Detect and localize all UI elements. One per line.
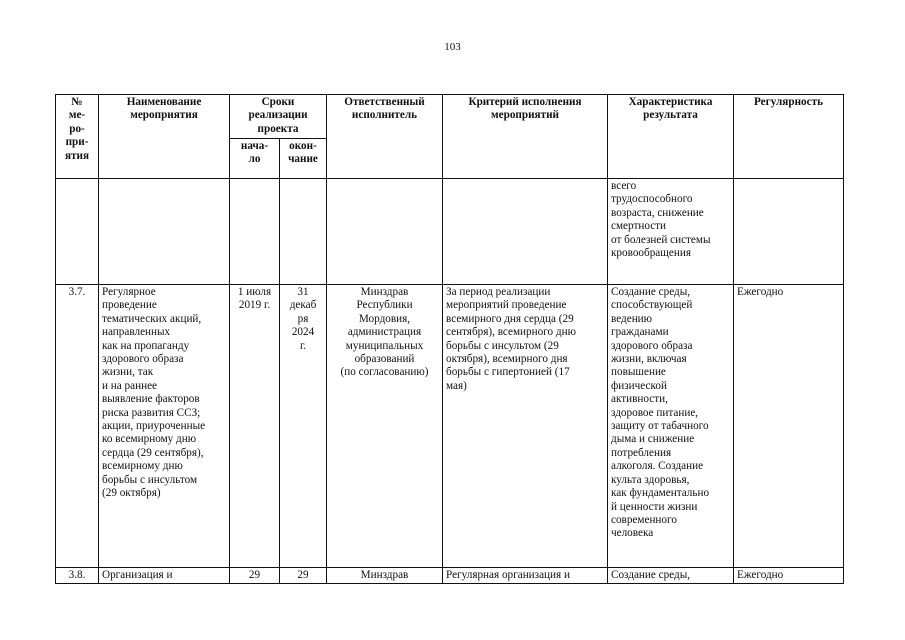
- row-result: Создание среды,: [608, 568, 734, 584]
- row-regularity: Ежегодно: [734, 285, 844, 568]
- row-criterion: Регулярная организация и: [443, 568, 608, 584]
- table-row: [56, 285, 844, 568]
- row-start: 1 июля 2019 г.: [230, 285, 280, 568]
- header-name: Наименование мероприятия: [99, 95, 230, 179]
- continuation-row: [56, 179, 844, 285]
- header-executor: Ответственный исполнитель: [327, 95, 443, 179]
- header-row: [56, 95, 844, 139]
- header-num: № ме- ро- при- ятия: [56, 95, 99, 179]
- row-start: 29: [230, 568, 280, 584]
- header-regularity: Регулярность: [734, 95, 844, 179]
- table-row: [56, 568, 844, 584]
- row-num: 3.7.: [56, 285, 99, 568]
- header-end: окон- чание: [280, 139, 327, 179]
- row-result: Создание среды, способствующей ведению гражданами здорового образа жизни, включая повышение физической активности, здоровое питание, защиту от табачного дыма и снижение потребления алкоголя. Создание культа здоровья, как фундаментально й ценности жизни современного человека: [608, 285, 734, 568]
- header-result: Характеристика результата: [608, 95, 734, 179]
- header-terms: Сроки реализации проекта: [230, 95, 327, 139]
- row-criterion: За период реализации мероприятий проведение всемирного дня сердца (29 сентября), всемирного дню борьбы с инсультом (29 октября), всемирного дня борьбы с гипертонией (17 мая): [443, 285, 608, 568]
- measures-table: [55, 94, 844, 584]
- row-num: 3.8.: [56, 568, 99, 584]
- row-end: 29: [280, 568, 327, 584]
- header-criterion: Критерий исполнения мероприятий: [443, 95, 608, 179]
- continuation-result: всего трудоспособного возраста, снижение смертности от болезней системы кровообращения: [608, 179, 734, 285]
- header-start: нача- ло: [230, 139, 280, 179]
- row-end: 31 декаб ря 2024 г.: [280, 285, 327, 568]
- row-name: Организация и: [99, 568, 230, 584]
- row-executor: Минздрав Республики Мордовия, администрация муниципальных образований (по согласованию): [327, 285, 443, 568]
- row-name: Регулярное проведение тематических акций, направленных как на пропаганду здорового образа жизни, так и на раннее выявление факторов риска развития ССЗ; акции, приуроченные ко всемирному дню сердца (29 сентября), всемирному дню борьбы с инсультом (29 октября): [99, 285, 230, 568]
- page-number: 103: [444, 41, 461, 53]
- row-regularity: Ежегодно: [734, 568, 844, 584]
- row-executor: Минздрав: [327, 568, 443, 584]
